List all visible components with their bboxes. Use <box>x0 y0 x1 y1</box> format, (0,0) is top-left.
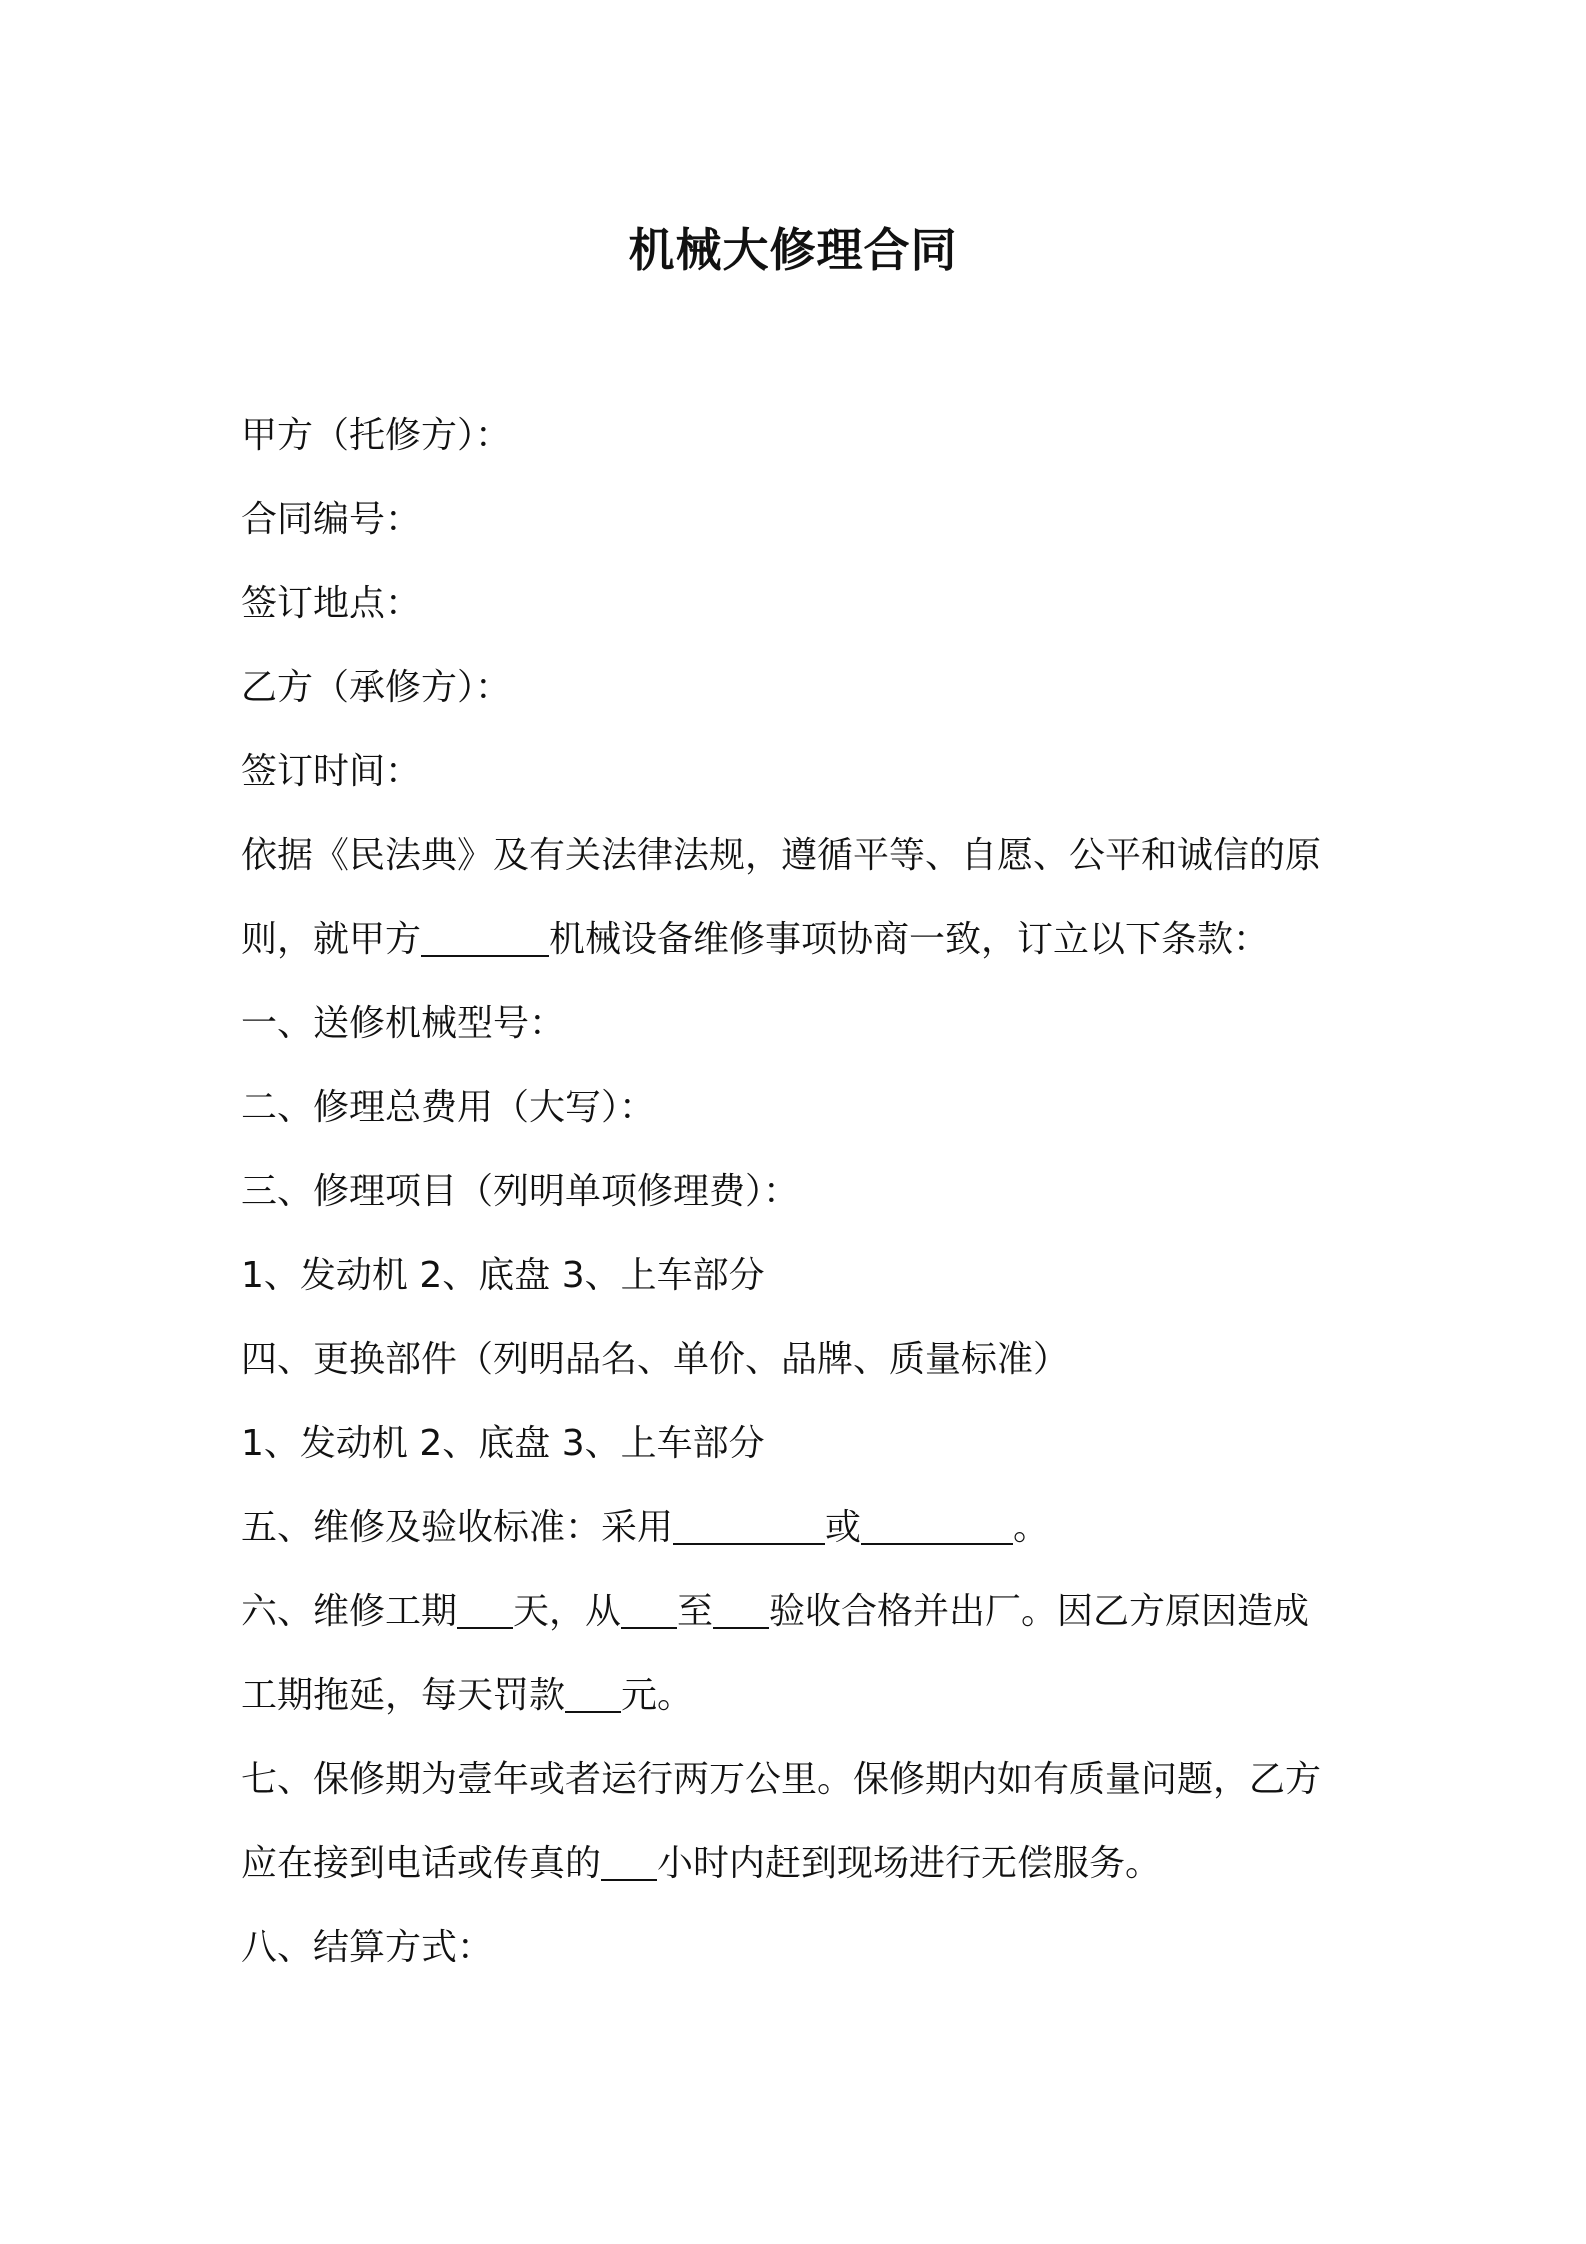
clause-6-text-b: 天，从 <box>513 1591 622 1632</box>
standard-blank-2[interactable] <box>861 1495 1013 1545</box>
end-date-blank[interactable] <box>713 1579 769 1629</box>
clause-6-text-e: 工期拖延，每天罚款 <box>241 1675 566 1716</box>
response-hours-blank[interactable] <box>601 1831 657 1881</box>
clause-7-text-c: 小时内赶到现场进行无偿服务。 <box>657 1843 1162 1884</box>
party-a-blank[interactable] <box>421 907 549 957</box>
start-date-blank[interactable] <box>621 1579 677 1629</box>
clause-5-text-b: 或 <box>825 1507 862 1548</box>
preamble-line-1: 依据《民法典》及有关法律法规，遵循平等、自愿、公平和诚信的原 <box>241 835 1322 876</box>
clause-6-text-d: 验收合格并出厂。因乙方原因造成 <box>769 1591 1310 1632</box>
document-title: 机械大修理合同 <box>628 223 958 277</box>
preamble-text-b: 机械设备维修事项协商一致，订立以下条款： <box>549 919 1270 960</box>
party-a-field: 甲方（托修方）： <box>241 415 512 456</box>
contract-body <box>241 394 1361 1990</box>
preamble-text-a: 则，就甲方 <box>241 919 422 960</box>
clause-2: 二、修理总费用（大写）： <box>241 1087 656 1128</box>
clause-6-line-2 <box>241 1654 1361 1738</box>
clause-7-text-b: 应在接到电话或传真的 <box>241 1843 602 1884</box>
clause-5-text-a: 五、维修及验收标准：采用 <box>241 1507 674 1548</box>
clause-5 <box>241 1486 1361 1570</box>
clause-6-text-c: 至 <box>677 1591 714 1632</box>
clause-3: 三、修理项目（列明单项修理费）： <box>241 1171 800 1212</box>
clause-7-line-2 <box>241 1822 1361 1906</box>
repair-days-blank[interactable] <box>457 1579 513 1629</box>
contract-number-field: 合同编号： <box>241 499 422 540</box>
clause-6-text-f: 元。 <box>621 1675 694 1716</box>
clause-8: 八、结算方式： <box>241 1927 494 1968</box>
standard-blank-1[interactable] <box>673 1495 825 1545</box>
clause-5-text-c: 。 <box>1013 1507 1050 1548</box>
clause-7-line-1: 七、保修期为壹年或者运行两万公里。保修期内如有质量问题，乙方 <box>241 1759 1322 1800</box>
penalty-blank[interactable] <box>565 1663 621 1713</box>
sign-time-field: 签订时间： <box>241 751 422 792</box>
party-b-field: 乙方（承修方）： <box>241 667 512 708</box>
clause-3-items: 1、发动机 2、底盘 3、上车部分 <box>241 1255 765 1296</box>
clause-4-items: 1、发动机 2、底盘 3、上车部分 <box>241 1423 765 1464</box>
preamble-line-2 <box>241 898 1361 982</box>
clause-6-text-a: 六、维修工期 <box>241 1591 458 1632</box>
clause-6-line-1 <box>241 1570 1361 1654</box>
clause-4: 四、更换部件（列明品名、单价、品牌、质量标准） <box>241 1339 1070 1380</box>
clause-1: 一、送修机械型号： <box>241 1003 566 1044</box>
sign-place-field: 签订地点： <box>241 583 422 624</box>
